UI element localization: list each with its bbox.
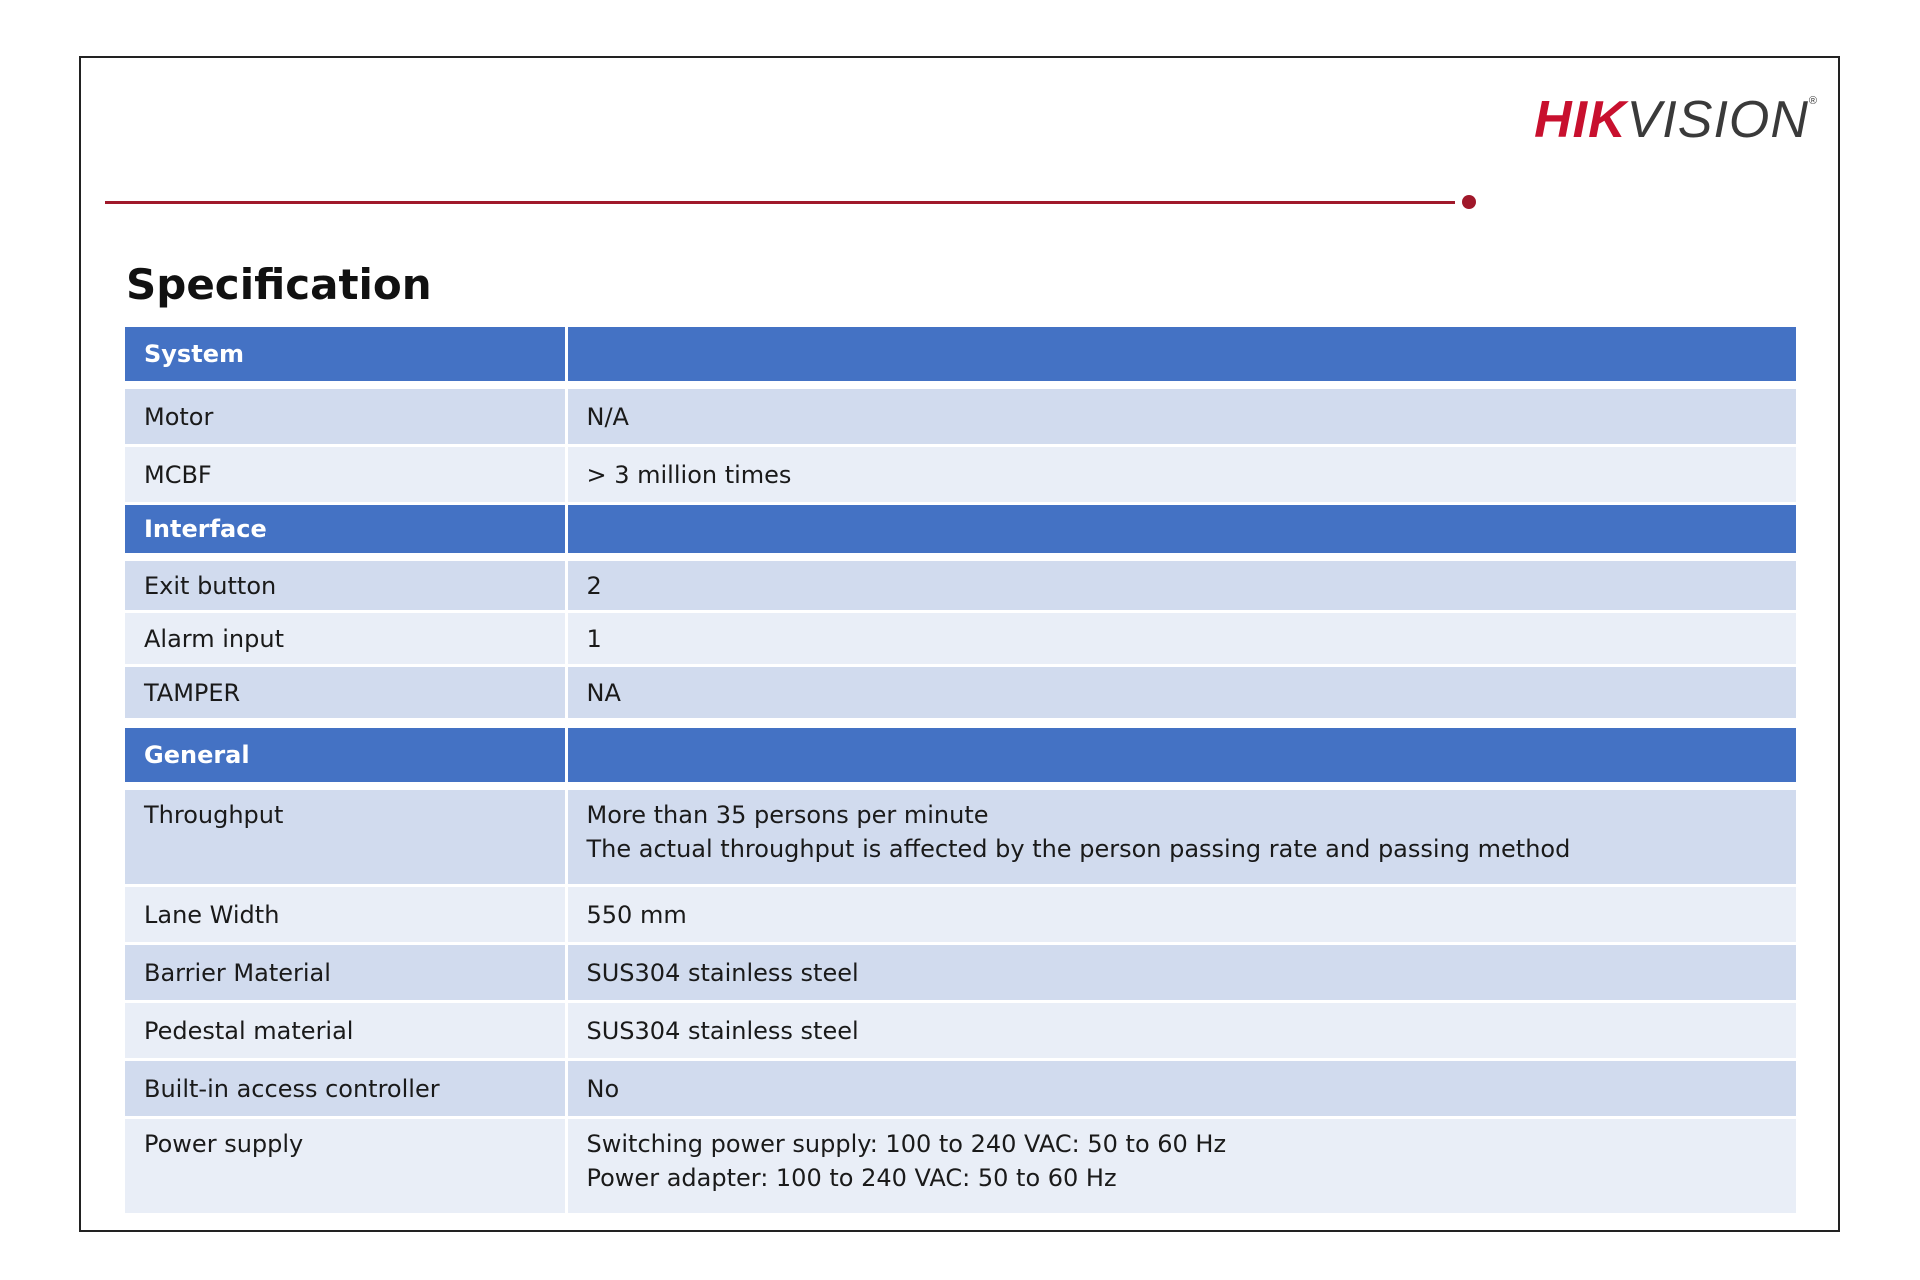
table-row	[125, 886, 1796, 944]
spec-value-line: Power adapter: 100 to 240 VAC: 50 to 60 Hz	[586, 1164, 1117, 1192]
spec-value: 2	[566, 557, 1796, 612]
spec-value: No	[566, 1060, 1796, 1118]
table-row	[125, 666, 1796, 724]
spec-value: NA	[566, 666, 1796, 724]
table-row	[125, 1060, 1796, 1118]
table-row	[125, 1002, 1796, 1060]
logo-registered-mark: ®	[1808, 95, 1818, 107]
section-header-blank	[566, 723, 1796, 786]
spec-key: Power supply	[125, 1118, 566, 1215]
section-header-general	[125, 723, 1796, 786]
spec-key: MCBF	[125, 446, 566, 504]
spec-value-line: Switching power supply: 100 to 240 VAC: 50 to 60 Hz	[586, 1130, 1227, 1158]
section-header-blank	[566, 504, 1796, 558]
spec-key: Motor	[125, 385, 566, 446]
specification-table	[125, 327, 1796, 1216]
header-divider-line	[105, 201, 1455, 204]
spec-key: TAMPER	[125, 666, 566, 724]
spec-key: Alarm input	[125, 612, 566, 666]
table-row	[125, 1118, 1796, 1215]
spec-value	[566, 786, 1796, 886]
spec-value: SUS304 stainless steel	[566, 944, 1796, 1002]
logo-vision-text: VISION	[1626, 91, 1809, 149]
spec-key: Lane Width	[125, 886, 566, 944]
header-divider-dot	[1462, 195, 1476, 209]
table-row	[125, 612, 1796, 666]
spec-value: SUS304 stainless steel	[566, 1002, 1796, 1060]
spec-slide	[79, 56, 1840, 1232]
spec-key: Pedestal material	[125, 1002, 566, 1060]
spec-value: > 3 million times	[566, 446, 1796, 504]
section-label: General	[125, 723, 566, 786]
section-label: Interface	[125, 504, 566, 558]
spec-key: Throughput	[125, 786, 566, 886]
spec-key: Exit button	[125, 557, 566, 612]
hikvision-logo	[1534, 91, 1818, 149]
table-row	[125, 385, 1796, 446]
section-header-blank	[566, 327, 1796, 385]
spec-value: 550 mm	[566, 886, 1796, 944]
section-header-interface	[125, 504, 1796, 558]
spec-value	[566, 1118, 1796, 1215]
table-row	[125, 446, 1796, 504]
spec-key: Barrier Material	[125, 944, 566, 1002]
spec-value: N/A	[566, 385, 1796, 446]
logo-hik-text: HIK	[1534, 91, 1627, 149]
spec-key: Built-in access controller	[125, 1060, 566, 1118]
table-row	[125, 786, 1796, 886]
table-row	[125, 557, 1796, 612]
page-title: Specification	[126, 260, 432, 309]
table-row	[125, 944, 1796, 1002]
section-label: System	[125, 327, 566, 385]
spec-value-line: More than 35 persons per minute	[586, 801, 989, 829]
section-header-system	[125, 327, 1796, 385]
spec-value: 1	[566, 612, 1796, 666]
spec-value-line: The actual throughput is affected by the person passing rate and passing method	[586, 835, 1571, 863]
